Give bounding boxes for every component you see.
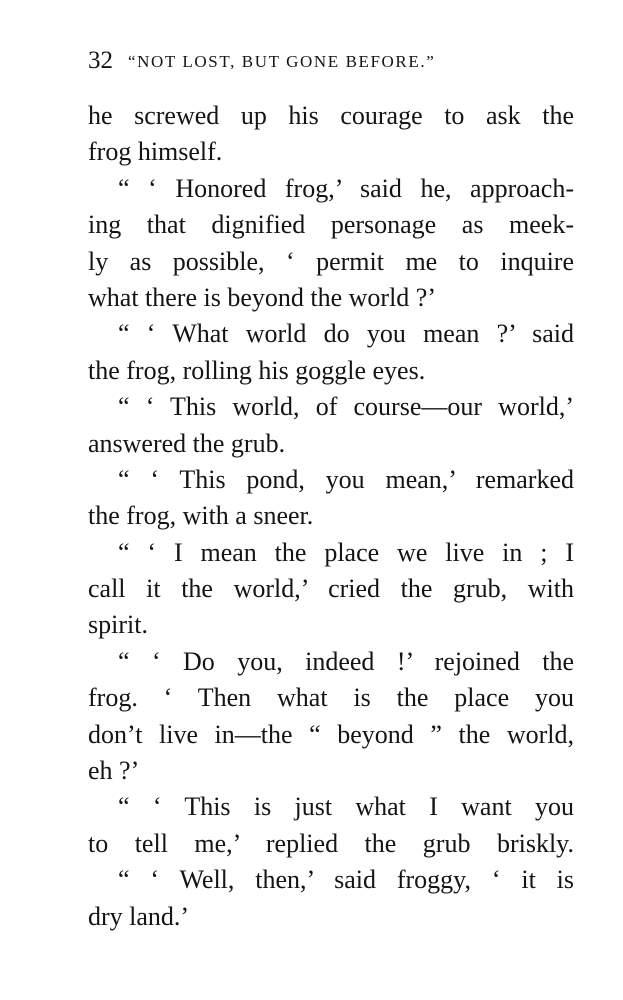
- text-line: answered the grub.: [88, 428, 286, 458]
- text-line: “ ‘ I mean the place we live in ; I: [118, 537, 574, 567]
- text-line: what there is beyond the world ?’: [88, 282, 437, 312]
- running-title: “NOT LOST, BUT GONE BEFORE.”: [128, 52, 436, 71]
- text-line: don’t live in—the “ beyond ” the world,: [88, 719, 574, 749]
- running-head: [88, 44, 574, 78]
- text-line: dry land.’: [88, 901, 190, 931]
- text-line: “ ‘ This is just what I want you: [118, 792, 574, 822]
- text-line: eh ?’: [88, 756, 140, 786]
- text-line: call it the world,’ cried the grub, with: [88, 574, 574, 604]
- text-line: “ ‘ This pond, you mean,’ remarked: [118, 464, 574, 494]
- body-text: [88, 98, 574, 935]
- text-line: ing that dignified personage as meek-: [88, 210, 574, 240]
- text-line: “ ‘ Honored frog,’ said he, approach-: [118, 173, 574, 203]
- page-number: 32: [88, 47, 113, 74]
- text-line: frog. ‘ Then what is the place you: [88, 683, 574, 713]
- text-line: to tell me,’ replied the grub briskly.: [88, 828, 574, 858]
- text-line: “ ‘ Well, then,’ said froggy, ‘ it is: [118, 865, 574, 895]
- text-line: “ ‘ Do you, indeed !’ rejoined the: [118, 646, 574, 676]
- text-line: “ ‘ What world do you mean ?’ said: [118, 319, 574, 349]
- text-line: “ ‘ This world, of course—our world,’: [118, 392, 574, 422]
- text-line: the frog, with a sneer.: [88, 501, 314, 531]
- text-line: frog himself.: [88, 137, 223, 167]
- text-line: he screwed up his courage to ask the: [88, 101, 574, 130]
- text-line: spirit.: [88, 610, 148, 640]
- text-line: the frog, rolling his goggle eyes.: [88, 355, 426, 385]
- text-line: ly as possible, ‘ permit me to inquire: [88, 246, 574, 276]
